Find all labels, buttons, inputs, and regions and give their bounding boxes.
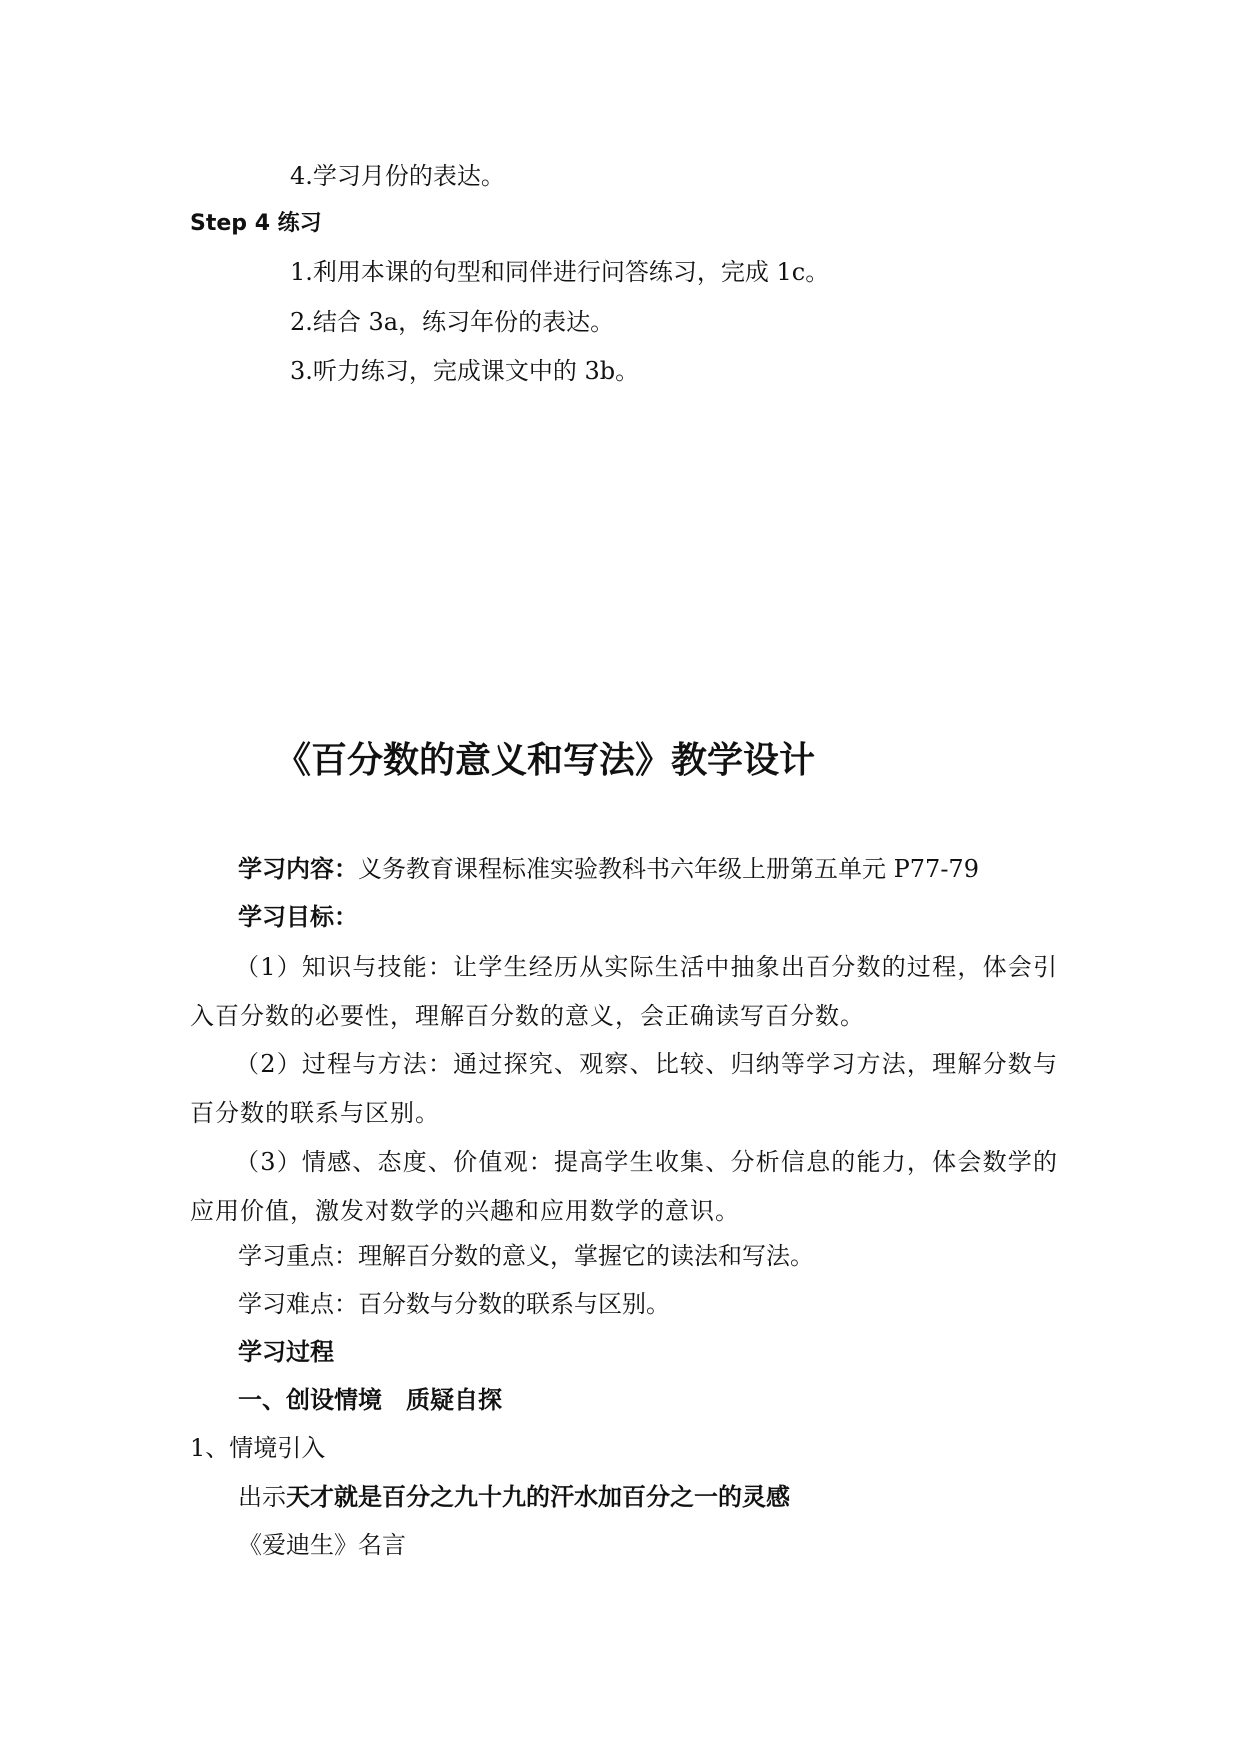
document-title: 《百分数的意义和写法》教学设计	[275, 740, 816, 781]
goal-emotion: （3）情感、态度、价值观：提高学生收集、分析信息的能力，体会数学的应用价值，激发对数学的兴趣和应用数学的意识。	[190, 1148, 1058, 1225]
step4-item-2: 2.结合 3a，练习年份的表达。	[290, 308, 615, 336]
learning-content-label: 学习内容：	[238, 855, 358, 883]
sub-1-heading: 1、情境引入	[190, 1434, 326, 1462]
process-label: 学习过程	[238, 1338, 334, 1366]
quote-text: 天才就是百分之九十九的汗水加百分之一的灵感	[286, 1483, 790, 1511]
key-point: 学习重点：理解百分数的意义，掌握它的读法和写法。	[238, 1242, 814, 1270]
difficulty: 学习难点：百分数与分数的联系与区别。	[238, 1290, 670, 1318]
step4-item-1: 1.利用本课的句型和同伴进行问答练习，完成 1c。	[290, 258, 830, 286]
learning-content	[238, 853, 979, 885]
quote-source: 《爱迪生》名言	[238, 1531, 406, 1559]
quote-prefix: 出示	[238, 1483, 286, 1511]
learning-content-value: 义务教育课程标准实验教科书六年级上册第五单元 P77-79	[358, 855, 979, 883]
learning-goals-label: 学习目标：	[238, 903, 358, 931]
step4-item-3: 3.听力练习，完成课文中的 3b。	[290, 357, 640, 385]
step4-heading: Step 4 练习	[190, 211, 322, 236]
goal-knowledge: （1）知识与技能：让学生经历从实际生活中抽象出百分数的过程，体会引入百分数的必要性，理解百分数的意义，会正确读写百分数。	[190, 953, 1058, 1030]
quote-line	[238, 1481, 790, 1513]
goal-process: （2）过程与方法：通过探究、观察、比较、归纳等学习方法，理解分数与百分数的联系与区别。	[190, 1050, 1058, 1127]
section-1-heading: 一、创设情境 质疑自探	[238, 1386, 502, 1414]
step3-item-4: 4.学习月份的表达。	[290, 162, 505, 190]
